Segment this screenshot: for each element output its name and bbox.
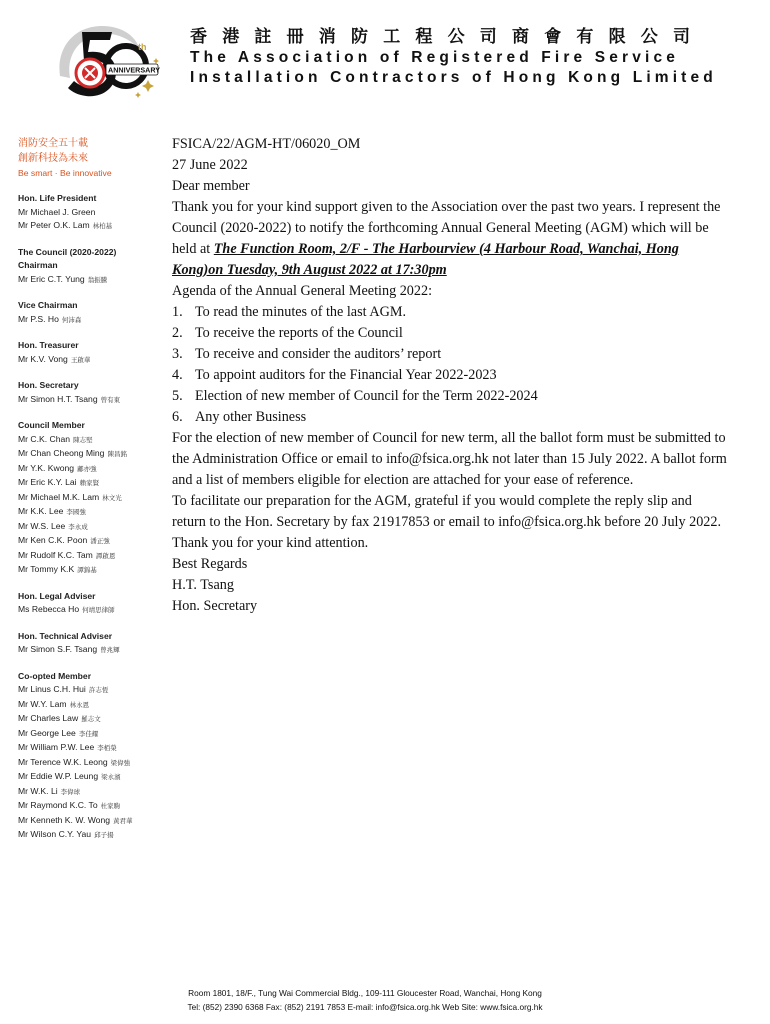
member-name-zh: 羅志文 [81,715,101,723]
anniversary-logo [52,18,164,110]
member-name-zh: 何沛森 [61,315,82,324]
member-row [18,313,168,328]
member-name: Mr W.K. Li [18,785,58,796]
footer-contact: Tel: (852) 2390 6368 Fax: (852) 2191 7853 E-mail: info@fsica.org.hk Web Site: www.fsica.org.hk [187,1002,543,1012]
member-name-zh: 杜家駒 [100,802,121,810]
member-name-zh: 李偉球 [60,787,81,796]
member-row [18,603,168,618]
member-name-zh: 李佳耀 [78,729,99,738]
letter-date: 27 June 2022 [172,157,248,173]
reference-number: FSICA/22/AGM-HT/06020_OM [172,136,361,152]
signer-title: Hon. Secretary [172,598,258,614]
agenda-title: Agenda of the Annual General Meeting 2022: [172,283,433,299]
sidebar-section-title: Hon. Life President [18,193,97,203]
slogan-en: Be smart · Be innovative [18,168,112,178]
member-row [18,563,168,578]
member-row [18,393,168,408]
sidebar [18,136,168,843]
member-name-zh: 潘正強 [90,537,110,545]
member-name: Mr Terence W.K. Leong [18,756,108,767]
agenda-text: To receive the reports of the Council [195,325,403,341]
intro-text: Thank you for your kind support given to the Association over the past two years. I represent the Council (2020-2022) to notify the forthcoming Annual General Meeting (AGM) which will be held at [172,199,721,257]
agenda-number: 1. [172,304,183,320]
member-name: Mr Kenneth K. W. Wong [18,814,111,825]
signer-name: H.T. Tsang [172,577,234,593]
sidebar-section-title: Hon. Legal Adviser [18,590,96,601]
member-name: Mr Chan Cheong Ming [18,448,105,458]
member-row [18,505,168,520]
footer [0,986,730,1014]
member-name: Mr Eric K.Y. Lai [18,477,77,487]
member-name-zh: 李栢榮 [97,744,117,752]
member-row [18,353,168,368]
member-row [18,476,168,491]
agenda-number: 4. [172,367,183,383]
member-name: Mr Michael M.K. Lam [18,491,100,502]
member-name: Mr Peter O.K. Lam [18,220,90,230]
agenda-number: 5. [172,388,183,404]
member-name: Mr Charles Law [18,713,79,723]
member-row [18,828,168,843]
agenda-number: 2. [172,325,183,341]
election-paragraph: For the election of new member of Council for new term, all the ballot form must be submitted to the Administration Office or email to info@fsica.org.hk not later than 15 July 2022. A ballot form and a list of members eligible for election are attached for your ease of reference. [172,430,727,488]
member-row [18,520,168,535]
reply-paragraph: To facilitate our preparation for the AGM, grateful if you would complete the reply slip and return to the Hon. Secretary by fax 21917853 or email to info@fsica.org.hk before 20 July 2022. [172,493,722,530]
member-row [18,643,168,658]
agenda-text: To appoint auditors for the Financial Year 2022-2023 [195,367,497,383]
member-name-zh: 賴家賢 [79,479,100,487]
member-name: Mr Simon S.F. Tsang [18,644,98,654]
member-name-zh: 翁振騰 [87,275,108,284]
agenda-item [172,386,727,407]
closing: Best Regards [172,556,248,572]
member-row [18,799,168,814]
agenda-item [172,344,727,365]
sidebar-section-title: Hon. Technical Adviser [18,630,113,641]
slogan-zh-1: 消防安全五十載 [18,138,88,149]
member-name-zh: 曾兆輝 [100,646,120,654]
sidebar-section-title: Council Member [18,420,85,430]
member-name: Mr W.S. Lee [18,520,66,531]
sidebar-section-title: Hon. Secretary [18,380,79,390]
member-row [18,756,168,771]
member-name-zh: 陳志堅 [73,435,93,444]
member-name-zh: 李國強 [66,508,86,516]
member-row [18,712,168,727]
org-name-en-line1: The Association of Registered Fire Service [190,49,679,66]
sidebar-sections [18,192,168,843]
member-name: Mr W.Y. Lam [18,698,67,709]
member-name-zh: 梁偉強 [110,758,131,767]
sidebar-section-title: Vice Chairman [18,300,78,310]
org-name-zh: 香港註冊消防工程公司商會有限公司 [190,27,706,47]
member-name: Mr Eric C.T. Yung [18,273,85,284]
member-name: Mr George Lee [18,727,76,738]
agenda-item [172,407,727,428]
meeting-venue: The Function Room, 2/F - The Harbourview (4 Harbour Road, Wanchai, Hong Kong)on Tuesday, 9th August 2022 at 17:30pm [172,241,679,278]
sparkle-icon [142,80,154,92]
sidebar-section-subtitle: Chairman [18,260,58,270]
member-row [18,219,168,234]
sidebar-section-title: Co-opted Member [18,670,92,681]
member-row [18,770,168,785]
member-name: Mr Michael J. Green [18,206,96,217]
sparkle-icon [153,58,159,64]
agenda-item [172,365,727,386]
member-name-zh: 譚啟恩 [95,551,116,560]
agenda-text: To receive and consider the auditors’ report [195,346,442,362]
member-name: Mr K.V. Vong [18,353,68,364]
intro-paragraph [172,197,727,281]
member-row [18,433,168,448]
member-row [18,491,168,506]
member-name: Mr Wilson C.Y. Yau [18,829,92,839]
member-row [18,698,168,713]
footer-address: Room 1801, 18/F., Tung Wai Commercial Bldg., 109-111 Gloucester Road, Wanchai, Hong Kong [188,988,542,998]
member-name-zh: 黃君華 [113,816,133,825]
agenda-text: Election of new member of Council for the Term 2022-2024 [195,388,538,404]
member-name-zh: 鄺亦強 [77,464,97,473]
letter-body [172,134,727,617]
thanks-line: Thank you for your kind attention. [172,535,369,551]
member-name-zh: 譚錦基 [77,566,97,574]
sparkle-icon [135,92,141,98]
member-row [18,727,168,742]
member-name: Mr William P.W. Lee [18,742,95,752]
member-name: Mr Ken C.K. Poon [18,535,88,545]
member-row [18,741,168,756]
salutation: Dear member [172,178,250,194]
member-name-zh: 許志恆 [88,686,109,694]
member-name-zh: 林永恩 [69,700,90,709]
member-name: Ms Rebecca Ho [18,604,80,614]
agenda-text: Any other Business [195,409,307,425]
member-name-zh: 何靖思律師 [82,606,115,614]
member-name: Mr Raymond K.C. To [18,800,98,810]
member-row [18,447,168,462]
member-name: Mr Tommy K.K [18,564,75,574]
member-name-zh: 林文光 [102,493,122,502]
member-row [18,206,168,220]
member-row [18,814,168,829]
member-row [18,785,168,800]
member-name: Mr Linus C.H. Hui [18,684,86,694]
sidebar-section-title: The Council (2020-2022) [18,246,117,257]
member-name-zh: 陳昌銘 [107,450,127,458]
agenda-number: 6. [172,409,183,425]
member-name: Mr Simon H.T. Tsang [18,393,98,404]
member-name-zh: 李永成 [68,522,88,531]
member-row [18,683,168,698]
agenda-item [172,323,727,344]
member-name: Mr Rudolf K.C. Tam [18,549,93,560]
member-name-zh: 曾有東 [100,395,121,404]
member-row [18,462,168,477]
agenda-list [172,302,727,428]
member-row [18,273,168,288]
member-row [18,534,168,549]
member-name: Mr Y.K. Kwong [18,462,75,473]
member-name: Mr Eddie W.P. Leung [18,771,99,781]
logo-th-text: th [138,42,147,52]
member-name-zh: 王啟華 [70,355,91,364]
sidebar-section-title: Hon. Treasurer [18,340,79,350]
member-name: Mr K.K. Lee [18,506,64,516]
agenda-item [172,302,727,323]
slogan-zh-2: 創新科技為未來 [18,153,88,164]
member-name-zh: 梁永濱 [101,773,121,781]
member-name: Mr C.K. Chan [18,433,71,444]
logo-ribbon-text: ANNIVERSARY [108,65,161,75]
member-name-zh: 林柏基 [92,222,113,230]
agenda-number: 3. [172,346,183,362]
member-name-zh: 邱子揚 [94,831,114,839]
member-row [18,549,168,564]
org-name-en-line2: Installation Contractors of Hong Kong Limited [190,69,717,86]
agenda-text: To read the minutes of the last AGM. [195,304,406,320]
member-name: Mr P.S. Ho [18,313,59,324]
